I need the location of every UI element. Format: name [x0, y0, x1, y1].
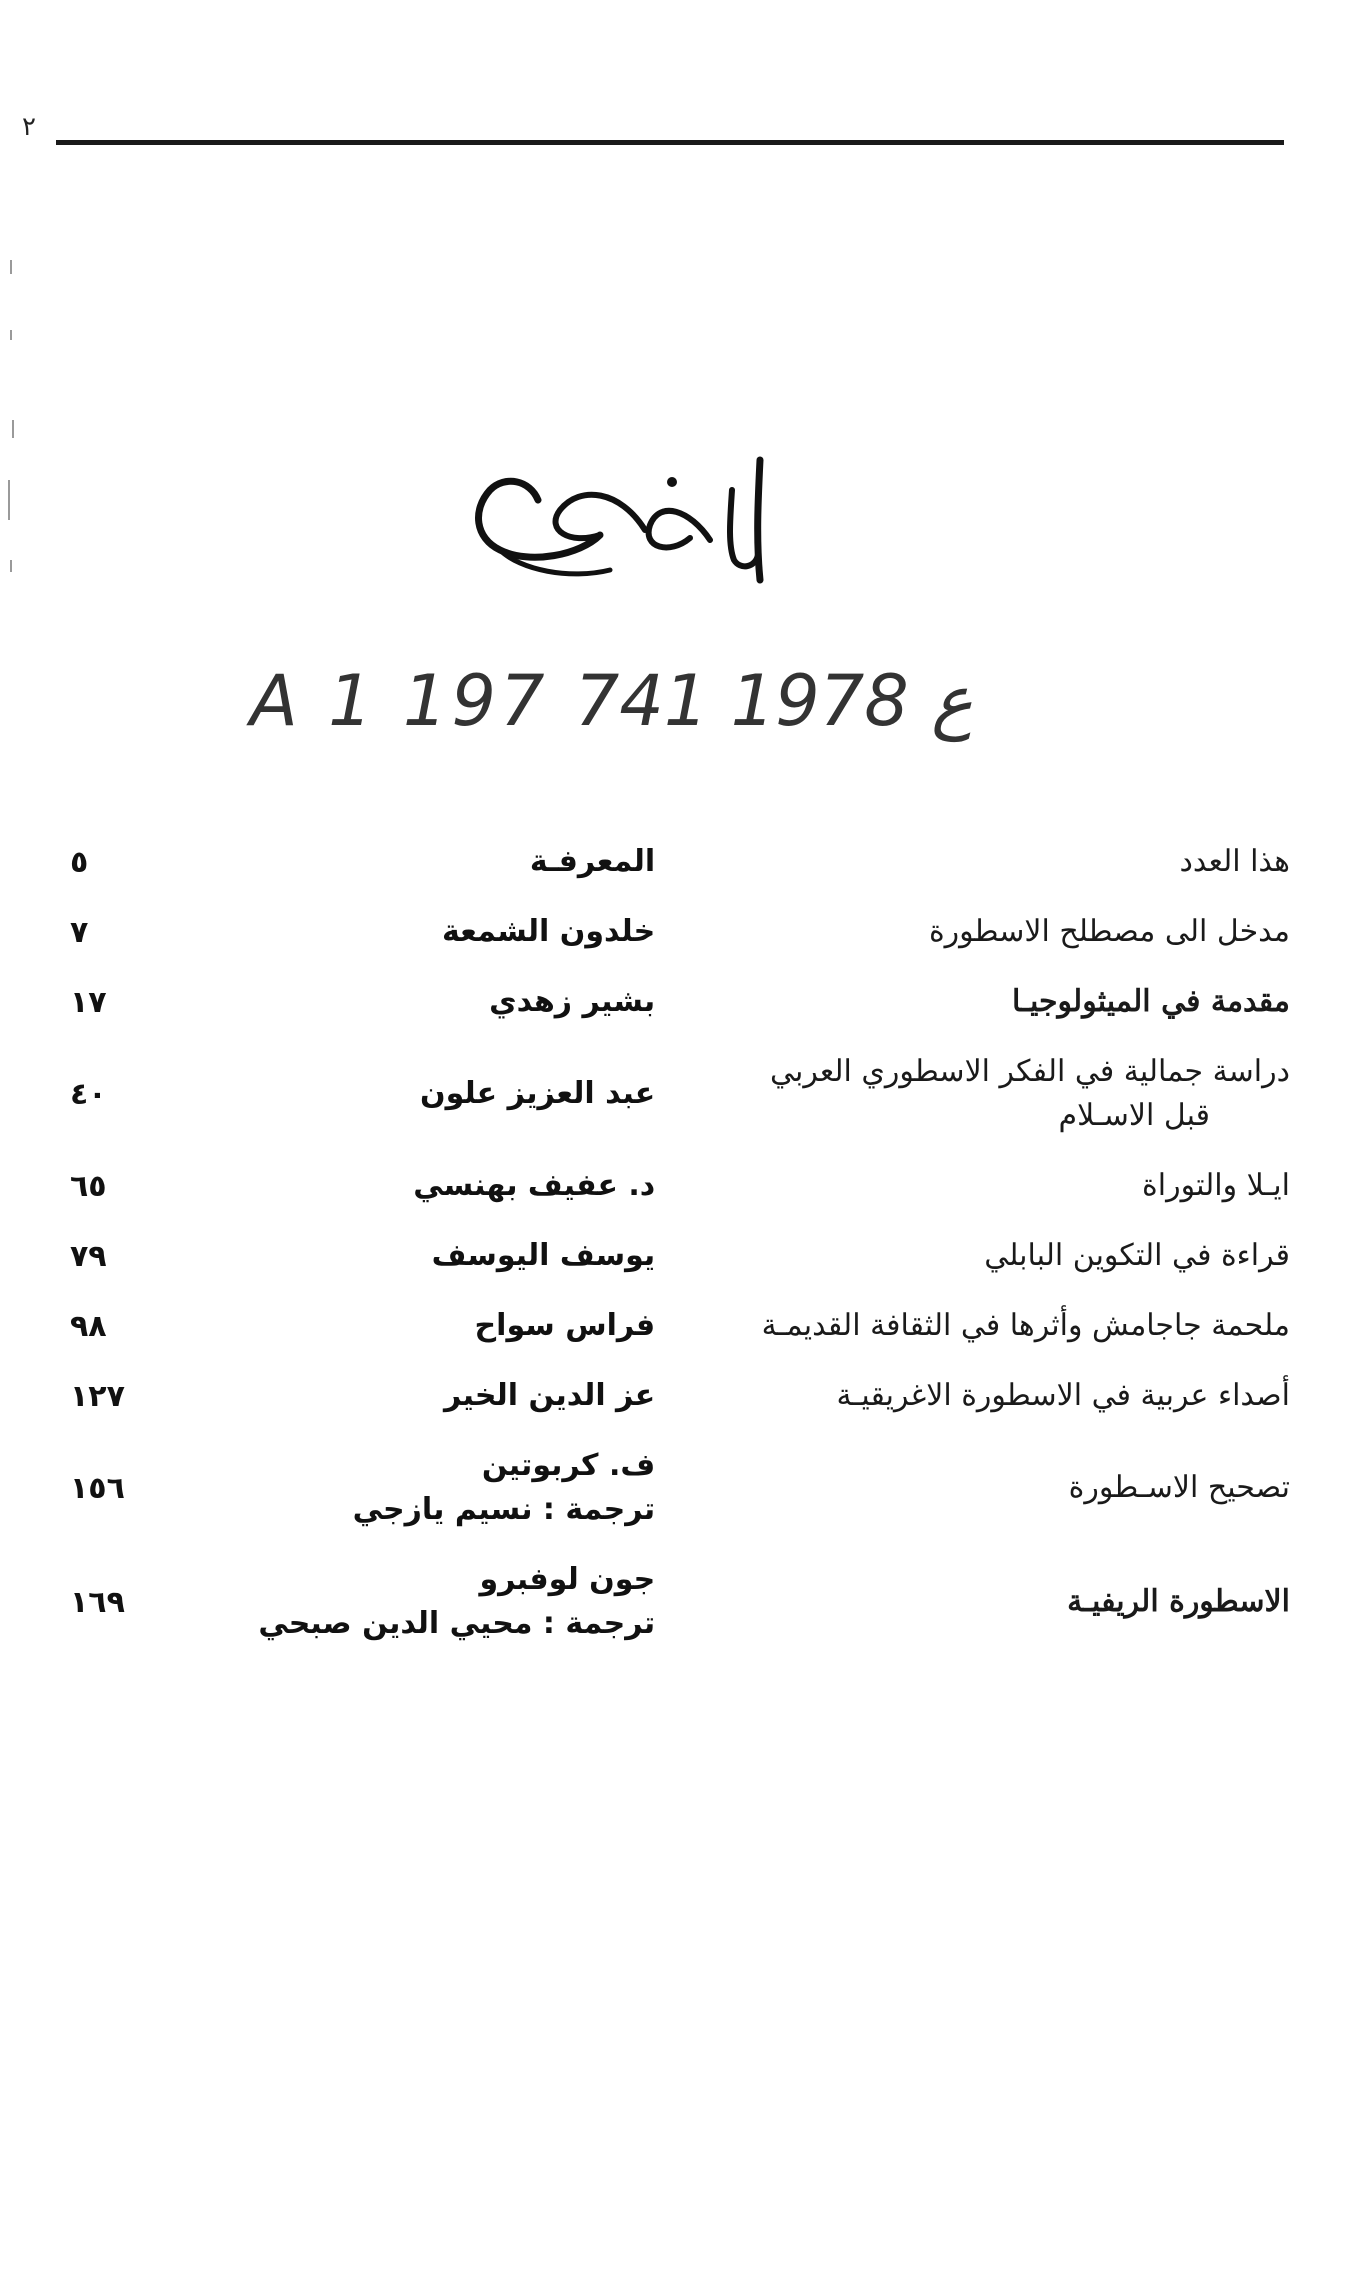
toc-author [219, 910, 655, 954]
toc-author [219, 1164, 655, 1208]
toc-page: ٦٥ [70, 1168, 107, 1204]
toc-page: ٧٩ [70, 1238, 107, 1274]
toc-author [219, 840, 655, 884]
toc-translator-text: ترجمة : نسيم يازجي [352, 1492, 656, 1527]
toc-row [60, 1164, 1290, 1208]
toc-row [60, 1234, 1290, 1278]
page-number: ٢ [22, 112, 36, 142]
toc-author [219, 1234, 655, 1278]
toc-title-text-line2: قبل الاسـلام [1058, 1098, 1210, 1133]
toc-page: ٤٠ [70, 1076, 107, 1112]
toc-title [655, 1466, 1290, 1510]
toc-author-text: د. عفيف بهنسي [413, 1168, 656, 1203]
toc-title-text: أصداء عربية في الاسطورة الاغريقيـة [836, 1378, 1290, 1413]
toc-author-text: فراس سواح [474, 1308, 656, 1343]
toc-page: ٩٨ [70, 1308, 107, 1344]
toc-row [60, 1050, 1290, 1138]
toc-author [219, 1374, 655, 1418]
toc-row [60, 980, 1290, 1024]
toc-author-text: المعرفـة [529, 844, 656, 879]
toc-author [219, 1444, 655, 1532]
calligraphic-title [460, 430, 800, 600]
toc-author [219, 1072, 655, 1116]
margin-mark [10, 260, 12, 274]
toc-row [60, 840, 1290, 884]
toc-row [60, 1558, 1290, 1646]
toc-translator-text: ترجمة : محيي الدين صبحي [258, 1606, 656, 1641]
toc-author-text: عز الدين الخير [443, 1378, 656, 1413]
toc-title-text: هذا العدد [1179, 844, 1290, 879]
toc-row [60, 1374, 1290, 1418]
toc-title [655, 1374, 1290, 1418]
toc-title-text: دراسة جمالية في الفكر الاسطوري العربي [769, 1054, 1290, 1089]
toc-title-text: قراءة في التكوين البابلي [984, 1238, 1290, 1273]
toc-author [219, 1558, 655, 1646]
toc-page: ١٢٧ [70, 1378, 125, 1414]
toc-row [60, 910, 1290, 954]
toc-title-text: تصحيح الاسـطورة [1068, 1470, 1290, 1505]
toc-title [655, 1050, 1290, 1138]
toc-row [60, 1304, 1290, 1348]
toc-author-text: يوسف اليوسف [431, 1238, 656, 1273]
toc-page: ٥ [70, 844, 89, 880]
toc-title [655, 980, 1290, 1024]
toc-author-text: خلدون الشمعة [441, 914, 656, 949]
toc-title [655, 1234, 1290, 1278]
toc-page: ١٦٩ [70, 1584, 125, 1620]
toc-title-text: مدخل الى مصطلح الاسطورة [928, 914, 1290, 949]
handwritten-catalog-note: A 1 197 ع 1978 741 [250, 660, 973, 742]
toc-author-text: عبد العزيز علون [420, 1076, 656, 1111]
table-of-contents [60, 840, 1290, 1672]
toc-title [655, 910, 1290, 954]
toc-title [655, 840, 1290, 884]
margin-mark [8, 480, 10, 520]
toc-title-text: ايـلا والتوراة [1142, 1168, 1290, 1203]
toc-title [655, 1304, 1290, 1348]
toc-author-text: جون لوفبرو [479, 1562, 656, 1597]
toc-title-text: ملحمة جاجامش وأثرها في الثقافة القديمـة [761, 1308, 1290, 1343]
toc-author [219, 980, 655, 1024]
margin-mark [10, 330, 12, 340]
toc-row [60, 1444, 1290, 1532]
header-rule [56, 140, 1284, 145]
toc-author [219, 1304, 655, 1348]
margin-mark [12, 420, 14, 438]
toc-page: ١٧ [70, 984, 107, 1020]
toc-title [655, 1164, 1290, 1208]
margin-mark [10, 560, 12, 572]
toc-author-text: ف. كربوتين [481, 1448, 656, 1483]
toc-page: ٧ [70, 914, 89, 950]
toc-title-text: الاسطورة الريفيـة [1067, 1584, 1290, 1619]
toc-page: ١٥٦ [70, 1470, 125, 1506]
toc-title [655, 1580, 1290, 1624]
toc-author-text: بشير زهدي [489, 984, 656, 1019]
toc-title-text: مقدمة في الميثولوجيـا [1012, 984, 1290, 1019]
